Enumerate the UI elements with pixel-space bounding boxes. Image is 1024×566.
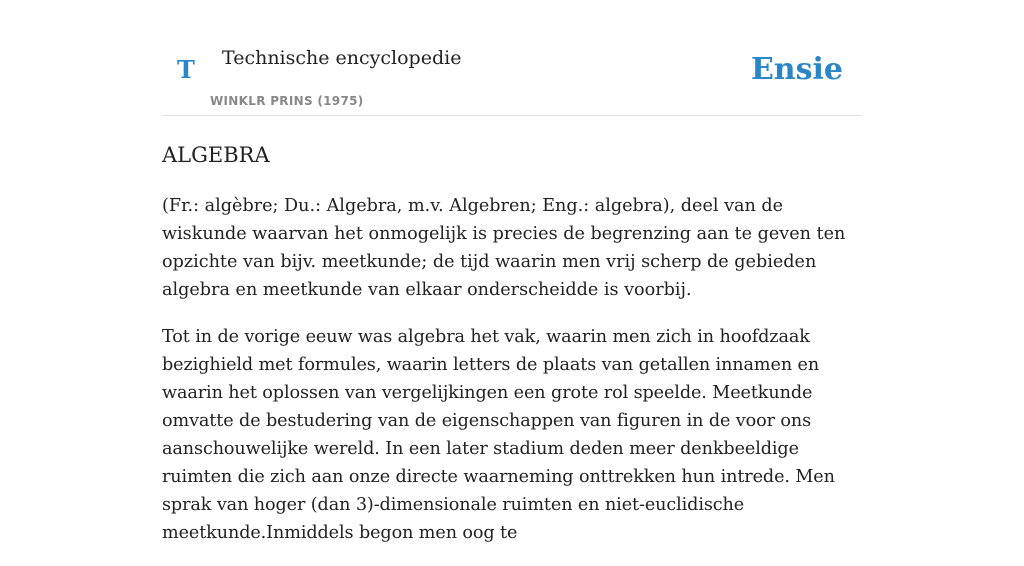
- article-paragraph: (Fr.: algèbre; Du.: Algebra, m.v. Algebren; Eng.: algebra), deel van de wiskunde waarvan het onmogelijk is precies de begrenzing aan te geven ten opzichte van bijv. meetkunde; de tijd waarin men vrij scherp de gebieden algebra en meetkunde van elkaar onderscheidde is voorbij.: [162, 196, 846, 300]
- article-body: [162, 192, 862, 566]
- page-container: [162, 0, 862, 543]
- publication-label: WINKLR PRINS (1975): [210, 94, 364, 108]
- encyclopedia-logo[interactable]: T: [177, 55, 195, 84]
- article-title: ALGEBRA: [162, 143, 270, 167]
- ensie-logo[interactable]: Ensie: [750, 52, 843, 87]
- page-header: [162, 0, 862, 116]
- article-paragraph: Tot in de vorige eeuw was algebra het vak, waarin men zich in hoofdzaak bezighield met formules, waarin letters de plaats van getallen innamen en waarin het oplossen van vergelijkingen een grote rol speelde. Meetkunde omvatte de bestudering van de eigenschappen van figuren in de voor ons aanschouwelijke wereld. In een later stadium deden meer denkbeeldige ruimten die zich aan onze directe waarneming onttrekken hun intrede. Men sprak van hoger (dan 3)-dimensionale ruimten en niet-euclidische meetkunde.Inmiddels begon men oog te: [162, 327, 835, 543]
- encyclopedia-title[interactable]: Technische encyclopedie: [222, 47, 462, 69]
